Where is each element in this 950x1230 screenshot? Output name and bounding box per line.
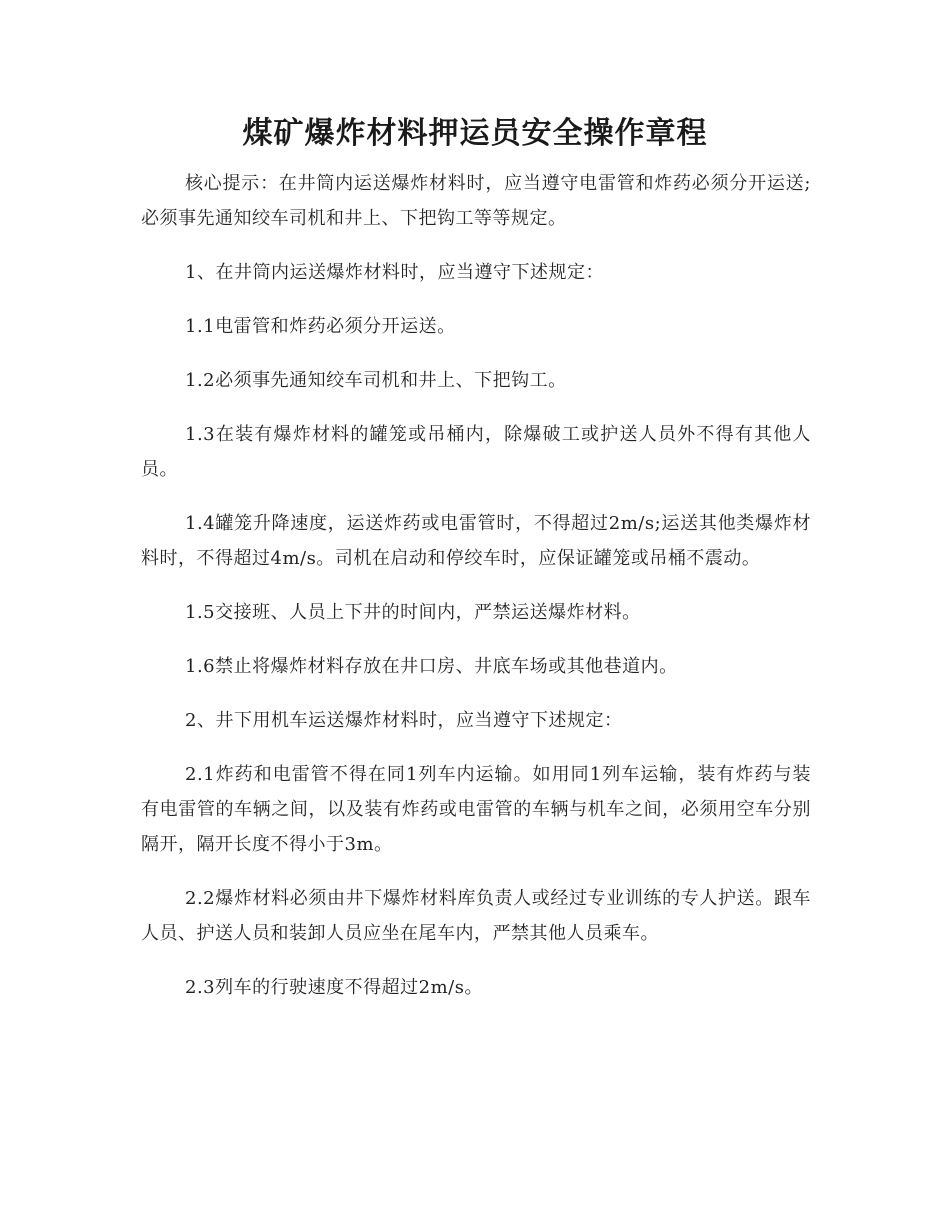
paragraph-2-3: 2.3列车的行驶速度不得超过2m/s。 <box>185 977 483 998</box>
paragraph-1-5: 1.5交接班、人员上下井的时间内，严禁运送爆炸材料。 <box>185 602 641 623</box>
paragraph-1-3: 1.3在装有爆炸材料的罐笼或吊桶内，除爆破工或护送人员外不得有其他人员。 <box>141 424 811 480</box>
paragraph-1-6: 1.6禁止将爆炸材料存放在井口房、井底车场或其他巷道内。 <box>185 656 678 677</box>
paragraph-section-2-heading: 2、井下用机车运送爆炸材料时，应当遵守下述规定： <box>185 710 623 731</box>
paragraph-1-4: 1.4罐笼升降速度，运送炸药或电雷管时，不得超过2m/s;运送其他类爆炸材料时，不得超过4m/s。司机在启动和停绞车时，应保证罐笼或吊桶不震动。 <box>141 513 811 569</box>
paragraph-1-2: 1.2必须事先通知绞车司机和井上、下把钩工。 <box>185 370 567 391</box>
document-title: 煤矿爆炸材料押运员安全操作章程 <box>242 116 708 151</box>
paragraph-2-1: 2.1炸药和电雷管不得在同1列车内运输。如用同1列车运输，装有炸药与装有电雷管的车辆之间，以及装有炸药或电雷管的车辆与机车之间，必须用空车分别隔开，隔开长度不得小于3m。 <box>141 764 811 855</box>
paragraph-1-1: 1.1电雷管和炸药必须分开运送。 <box>185 316 456 337</box>
paragraph-section-1-heading: 1、在井筒内运送爆炸材料时，应当遵守下述规定： <box>185 262 604 283</box>
paragraph-2-2: 2.2爆炸材料必须由井下爆炸材料库负责人或经过专业训练的专人护送。跟车人员、护送人员和装卸人员应坐在尾车内，严禁其他人员乘车。 <box>141 888 811 944</box>
paragraph-summary: 核心提示：在井筒内运送爆炸材料时，应当遵守电雷管和炸药必须分开运送;必须事先通知绞车司机和井上、下把钩工等等规定。 <box>141 173 811 229</box>
document-body <box>141 166 811 1005</box>
